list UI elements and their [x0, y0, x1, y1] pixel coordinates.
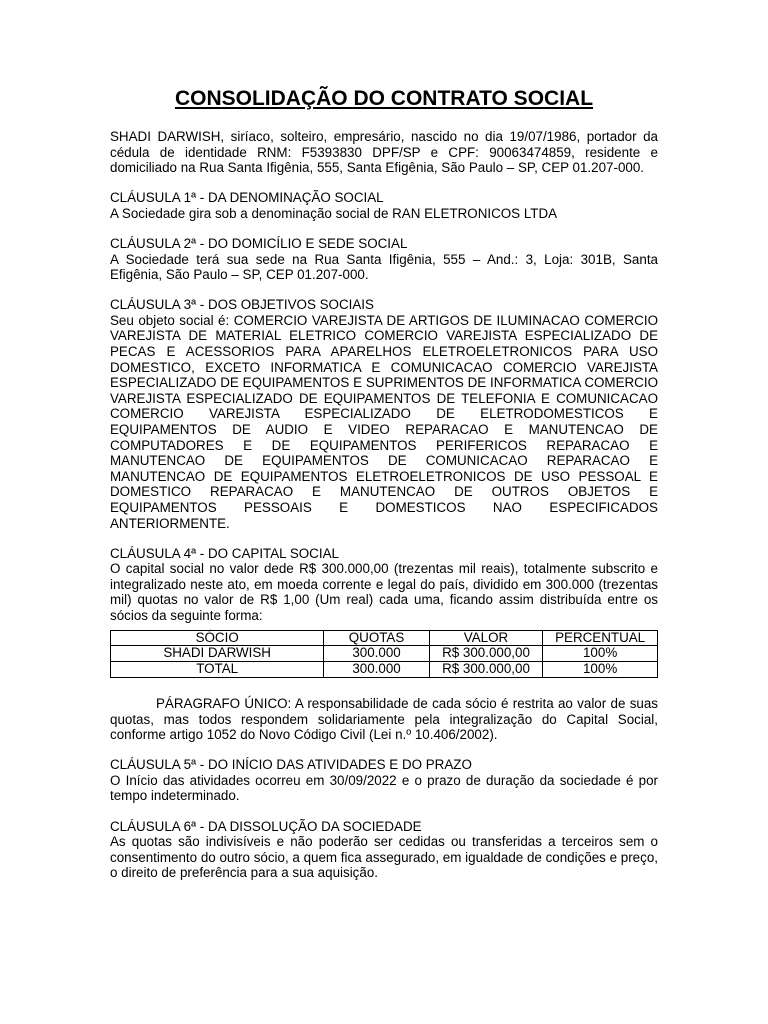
table-cell: SHADI DARWISH — [111, 646, 324, 662]
table-header-cell: VALOR — [429, 630, 542, 646]
clause-5 — [110, 757, 658, 804]
table-header-row — [111, 630, 658, 646]
clause-2-text: A Sociedade terá sua sede na Rua Santa Ifigênia, 555 – And.: 3, Loja: 301B, Santa Efigênia, São Paulo – SP, CEP 01.207-000. — [110, 251, 658, 283]
clause-4 — [110, 546, 658, 743]
table-cell: 300.000 — [324, 662, 429, 678]
clause-3-text: Seu objeto social é: COMERCIO VAREJISTA DE ARTIGOS DE ILUMINACAO COMERCIO VAREJISTA DE MATERIAL ELETRICO COMERCIO VAREJISTA ESPECIALIZADO DE PECAS E ACESSORIOS PARA APARELHOS ELETROELETRONICOS PARA USO DOMESTICO, EXCETO INFORMATICA E COMUNICACAO COMERCIO VAREJISTA ESPECIALIZADO DE EQUIPAMENTOS E SUPRIMENTOS DE INFORMATICA COMERCIO VAREJISTA ESPECIALIZADO DE EQUIPAMENTOS DE TELEFONIA E COMUNICACAO COMERCIO VAREJISTA ESPECIALIZADO DE ELETRODOMESTICOS E EQUIPAMENTOS DE AUDIO E VIDEO REPARACAO E MANUTENCAO DE COMPUTADORES E DE EQUIPAMENTOS PERIFERICOS REPARACAO E MANUTENCAO DE EQUIPAMENTOS DE COMUNICACAO REPARACAO E MANUTENCAO DE EQUIPAMENTOS ELETROELETRONICOS DE USO PESSOAL E DOMESTICO REPARACAO E MANUTENCAO DE OUTROS OBJETOS E EQUIPAMENTOS PESSOAIS E DOMESTICOS NAO ESPECIFICADOS ANTERIORMENTE. — [110, 312, 658, 531]
intro-section — [110, 129, 658, 176]
table-cell: 100% — [543, 646, 658, 662]
document-page — [110, 86, 658, 895]
clause-6 — [110, 819, 658, 881]
clause-2 — [110, 236, 658, 283]
paragrafo-unico-section — [110, 696, 658, 743]
intro-text: SHADI DARWISH, siríaco, solteiro, empresário, nascido no dia 19/07/1986, portador da cédula de identidade RNM: F5393830 DPF/SP e CPF: 90063474859, residente e domiciliado na Rua Santa Ifigênia, 555, Santa Efigênia, São Paulo – SP, CEP 01.207-000. — [110, 129, 658, 176]
clause-5-text: O Início das atividades ocorreu em 30/09/2022 e o prazo de duração da sociedade é por tempo indeterminado. — [110, 772, 658, 804]
clause-6-text: As quotas são indivisíveis e não poderão ser cedidas ou transferidas a terceiros sem o consentimento do outro sócio, a quem fica assegurado, em igualdade de condições e preço, o direito de preferência para a sua aquisição. — [110, 834, 658, 881]
clause-3 — [110, 297, 658, 531]
table-cell: R$ 300.000,00 — [429, 646, 542, 662]
clause-2-heading: CLÁUSULA 2ª - DO DOMICÍLIO E SEDE SOCIAL — [110, 235, 408, 251]
table-row — [111, 662, 658, 678]
clause-1-heading: CLÁUSULA 1ª - DA DENOMINAÇÃO SOCIAL — [110, 190, 384, 206]
paragrafo-unico-text: PÁRAGRAFO ÚNICO: A responsabilidade de cada sócio é restrita ao valor de suas quotas, mas todos respondem solidariamente pela integralização do Capital Social, conforme artigo 1052 do Novo Código Civil (Lei n.º 10.406/2002). — [110, 696, 658, 743]
clause-1-text: A Sociedade gira sob a denominação social de RAN ELETRONICOS LTDA — [110, 205, 558, 221]
document-title: CONSOLIDAÇÃO DO CONTRATO SOCIAL — [174, 87, 594, 110]
clause-3-heading: CLÁUSULA 3ª - DOS OBJETIVOS SOCIAIS — [110, 297, 374, 313]
table-cell: R$ 300.000,00 — [429, 662, 542, 678]
table-header-cell: PERCENTUAL — [543, 630, 658, 646]
table-cell: TOTAL — [111, 662, 324, 678]
table-header-cell: SÓCIO — [111, 630, 324, 646]
table-row — [111, 646, 658, 662]
table-cell: 100% — [543, 662, 658, 678]
clause-4-text: O capital social no valor dede R$ 300.000,00 (trezentas mil reais), totalmente subscrito e integralizado neste ato, em moeda corrente e legal do país, dividido em 300.000 (trezentas mil) quotas no valor de R$ 1,00 (Um real) cada uma, ficando assim distribuída entre os sócios da seguinte forma: — [110, 561, 658, 624]
clause-1 — [110, 190, 658, 221]
clause-6-heading: CLÁUSULA 6ª - DA DISSOLUÇÃO DA SOCIEDADE — [110, 818, 422, 834]
clause-4-heading: CLÁUSULA 4ª - DO CAPITAL SOCIAL — [110, 545, 339, 561]
clause-5-heading: CLÁUSULA 5ª - DO INÍCIO DAS ATIVIDADES E DO PRAZO — [110, 757, 472, 773]
quota-table — [110, 630, 658, 678]
table-cell: 300.000 — [324, 646, 429, 662]
table-header-cell: QUOTAS — [324, 630, 429, 646]
